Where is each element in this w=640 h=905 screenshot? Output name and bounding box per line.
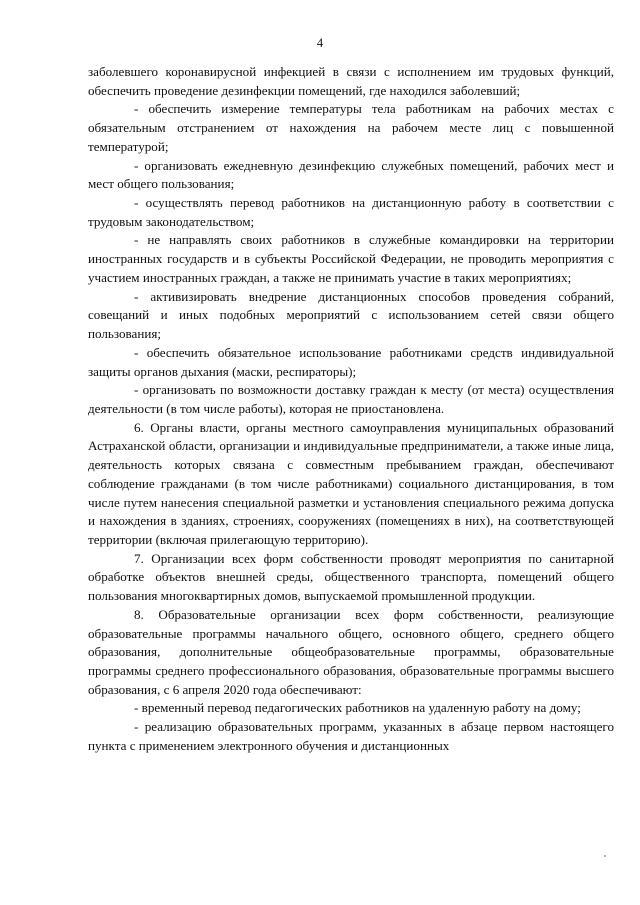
scan-speck bbox=[604, 855, 606, 857]
list-item: - организовать по возможности доставку граждан к месту (от места) осуществления деятельности (в том числе работы), которая не приостановлена. bbox=[88, 382, 614, 416]
paragraph-continuation: заболевшего коронавирусной инфекцией в связи с исполнением им трудовых функций, обеспечить проведение дезинфекции помещений, где находился заболевший; bbox=[88, 64, 614, 98]
list-item: - организовать ежедневную дезинфекцию служебных помещений, рабочих мест и мест общего пользования; bbox=[88, 157, 614, 192]
list-item: - временный перевод педагогических работников на удаленную работу на дому; bbox=[134, 700, 581, 716]
list-item: - обеспечить измерение температуры тела работникам на рабочих местах с обязательным отстранением от нахождения на рабочем месте лиц с повышенной температурой; bbox=[88, 101, 614, 154]
list-item: - активизировать внедрение дистанционных способов проведения собраний, совещаний и иных подобных мероприятий с использованием сетей связи общего пользования; bbox=[88, 288, 614, 342]
numbered-clause-8: 8. Образовательные организации всех форм собственности, реализующие образовательные программы начального общего, основного общего, среднего общего образования, дополнительные общеобразовательные программы, образовательные программы среднего профессионального образования, образовательные программы высшего образования, с 6 апреля 2020 года обеспечивают: bbox=[88, 606, 614, 697]
list-item: - не направлять своих работников в служебные командировки на территории иностранных государств и в субъекты Российской Федерации, не проводить мероприятия с участием иностранных граждан, а также не принимать участие в таких мероприятиях; bbox=[88, 232, 614, 285]
list-item: - реализацию образовательных программ, указанных в абзаце первом настоящего пункта с применением электронного обучения и дистанционных bbox=[88, 719, 614, 753]
numbered-clause-7: 7. Организации всех форм собственности проводят мероприятия по санитарной обработке объектов внешней среды, общественного транспорта, помещений общего пользования многоквартирных домов, выпускаемой промышленной продукции. bbox=[88, 550, 614, 604]
document-body bbox=[88, 63, 614, 756]
page-number: 4 bbox=[316, 36, 324, 50]
list-item: - обеспечить обязательное использование работниками средств индивидуальной защиты органов дыхания (маски, респираторы); bbox=[88, 344, 614, 379]
list-item: - осуществлять перевод работников на дистанционную работу в соответствии с трудовым законодательством; bbox=[88, 195, 614, 229]
numbered-clause-6: 6. Органы власти, органы местного самоуправления муниципальных образований Астраханской области, организации и индивидуальные предприниматели, а также иные лица, деятельность которых связана с совместным пребыванием граждан, обеспечивают соблюдение гражданами (в том числе работниками) социального дистанцирования, в том числе путем нанесения специальной разметки и установления специального режима допуска и нахождения в зданиях, строениях, сооружениях (помещениях в них), на соответствующей территории (включая прилегающую территорию). bbox=[88, 419, 614, 547]
